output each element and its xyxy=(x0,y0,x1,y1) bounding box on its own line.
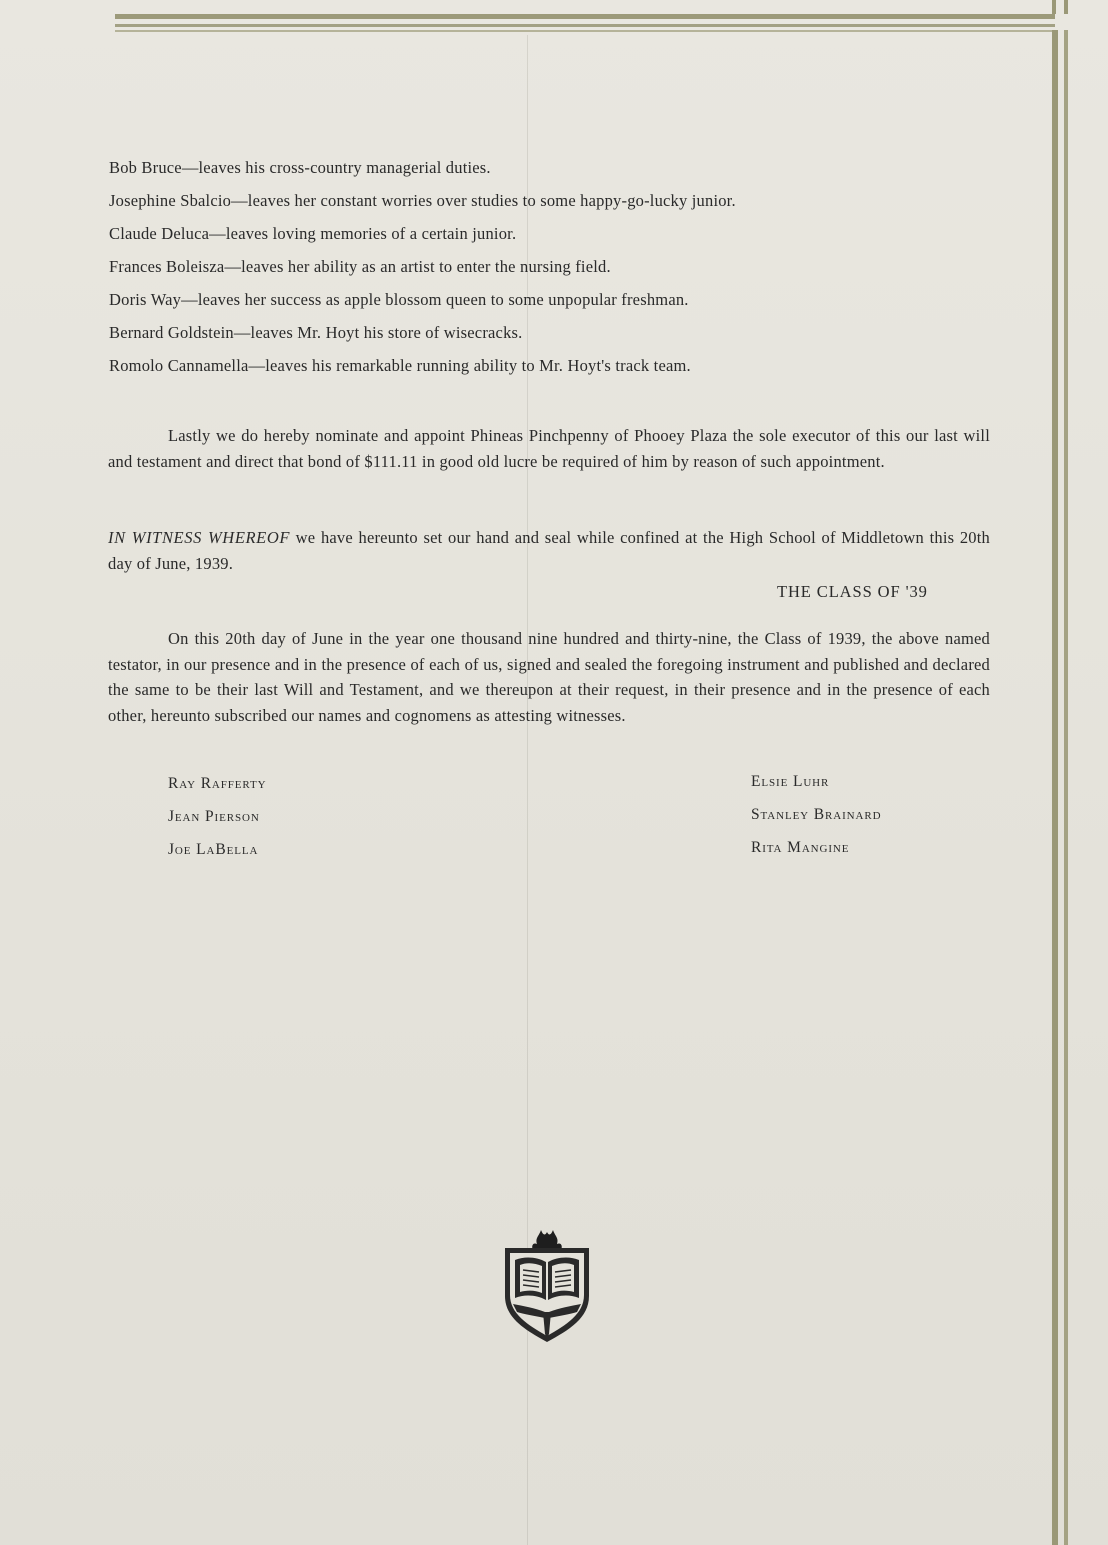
top-border-rule xyxy=(115,24,1055,27)
class-signature: THE CLASS OF '39 xyxy=(777,582,928,601)
bequest-item: Doris Way—leaves her success as apple blossom queen to some unpopular freshman. xyxy=(109,290,689,309)
witness-clause-heading: IN WITNESS WHEREOF xyxy=(108,528,291,547)
bequest-list xyxy=(109,156,1009,387)
executor-paragraph: Lastly we do hereby nominate and appoint Phineas Pinchpenny of Phooey Plaza the sole executor of this our last will and testament and direct that bond of $111.11 in good old lucre be required of him by reason of such appointment. xyxy=(108,426,990,471)
attestation-paragraph: On this 20th day of June in the year one thousand nine hundred and thirty-nine, the Class of 1939, the above named testator, in our presence and in the presence of each of us, signed and sealed the foregoing instrument and published and declared the same to be their last Will and Testament, and we thereupon at their request, in their presence and in the presence of each other, hereunto subscribed our names and cognomens as attesting witnesses. xyxy=(108,629,990,725)
right-border-rule xyxy=(1052,30,1058,1545)
bequest-item: Bernard Goldstein—leaves Mr. Hoyt his store of wisecracks. xyxy=(109,323,523,342)
witness-name: Ray Rafferty xyxy=(168,775,267,792)
top-border-rule xyxy=(115,14,1055,19)
witness-clause-text: we have hereunto set our hand and seal while confined at the High School of Middletown this 20th day of June, 1939. xyxy=(108,528,990,573)
witness-clause xyxy=(108,525,990,576)
bequest-item: Romolo Cannamella—leaves his remarkable running ability to Mr. Hoyt's track team. xyxy=(109,356,691,375)
witness-name: Jean Pierson xyxy=(168,808,260,825)
bequest-item: Bob Bruce—leaves his cross-country managerial duties. xyxy=(109,158,491,177)
bequest-item: Josephine Sbalcio—leaves her constant worries over studies to some happy-go-lucky junior. xyxy=(109,191,736,210)
bequest-item: Frances Boleisza—leaves her ability as an artist to enter the nursing field. xyxy=(109,257,611,276)
right-border-rule xyxy=(1064,30,1068,1545)
witness-list-left xyxy=(168,772,266,871)
open-book-crest-emblem-icon xyxy=(499,1226,595,1344)
corner-rule-mark xyxy=(1052,0,1068,14)
bequest-item: Claude Deluca—leaves loving memories of a certain junior. xyxy=(109,224,517,243)
witness-name: Rita Mangine xyxy=(751,839,850,856)
witness-list-right xyxy=(751,770,881,869)
witness-name: Stanley Brainard xyxy=(751,806,882,823)
witness-name: Elsie Luhr xyxy=(751,773,830,790)
top-border-rule xyxy=(115,30,1055,32)
witness-name: Joe LaBella xyxy=(168,841,259,858)
